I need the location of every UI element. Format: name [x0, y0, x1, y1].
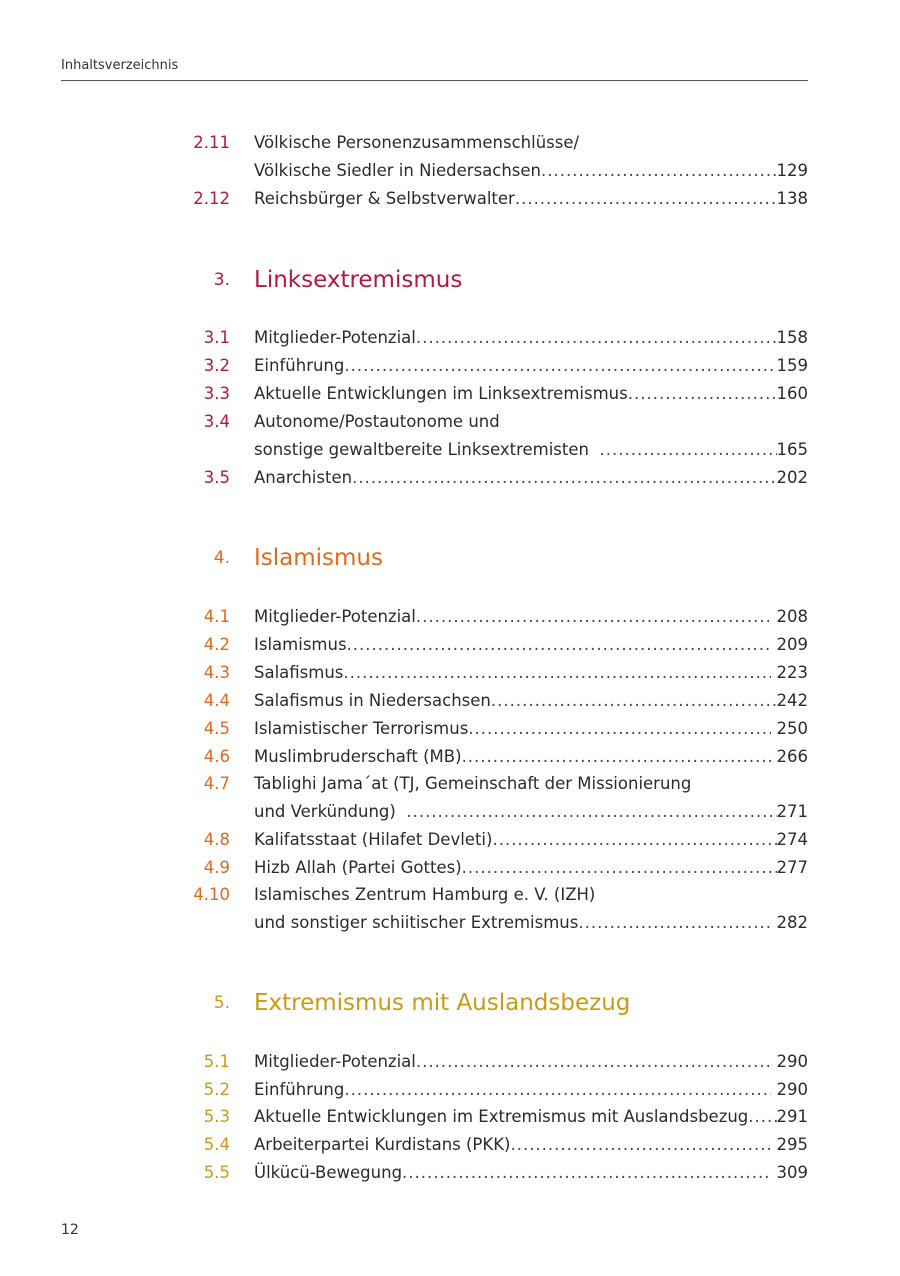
- toc-entry-5-4: [180, 1131, 808, 1159]
- section-title: Islamismus: [254, 545, 383, 571]
- dot-leader: [462, 854, 777, 882]
- toc-entry-number: 5.4: [203, 1135, 230, 1154]
- toc-entry-4-4: [180, 687, 808, 715]
- toc-entry-number: 4.2: [203, 635, 230, 654]
- dot-leader: [468, 715, 771, 743]
- toc-entry-page: 277: [776, 858, 808, 877]
- toc-entry-page: 290: [771, 1080, 808, 1099]
- toc-entry-page: 271: [776, 802, 808, 821]
- toc-entry-page: 208: [771, 607, 808, 626]
- toc-entry-4-9: [180, 854, 808, 882]
- dot-leader: [578, 909, 771, 937]
- toc-entry-page: 129: [776, 161, 808, 180]
- toc-entry-title: Reichsbürger & Selbstverwalter: [254, 189, 515, 208]
- toc-entry-number: 4.10: [193, 885, 230, 904]
- toc-entry-page: 159: [776, 356, 808, 375]
- toc-entry-title: und sonstiger schiitischer Extremismus: [254, 913, 579, 932]
- toc-entry-page: 274: [776, 830, 808, 849]
- toc-entry-4-7: [180, 770, 808, 798]
- toc-entry-title: Arbeiterpartei Kurdistans (PKK): [254, 1135, 511, 1154]
- toc-entry-5-1: [180, 1048, 808, 1076]
- toc-entry-page: 223: [771, 663, 808, 682]
- toc-entry-5-5: [180, 1159, 808, 1187]
- toc-entry-title: Anarchisten: [254, 468, 353, 487]
- dot-leader: [491, 687, 777, 715]
- dot-leader: [748, 1103, 776, 1131]
- toc-entry-3-4: [180, 408, 808, 436]
- toc-entry-2-11: [180, 129, 808, 157]
- toc-entry-number: 5.1: [203, 1052, 230, 1071]
- section-heading-3: [180, 262, 808, 298]
- toc-entry-3-5: [180, 464, 808, 492]
- toc-entry-title: Kalifatsstaat (Hilafet Devleti): [254, 830, 493, 849]
- toc-entry-4-5: [180, 715, 808, 743]
- toc-entry-number: 5.3: [203, 1107, 230, 1126]
- toc-entry-title: Völkische Siedler in Niedersachsen: [254, 161, 542, 180]
- toc-entry-2-11-continued: [180, 157, 808, 185]
- toc-entry-title: Einführung: [254, 1080, 345, 1099]
- toc-entry-title: Mitglieder-Potenzial: [254, 607, 416, 626]
- toc-entry-number: 5.2: [203, 1080, 230, 1099]
- toc-entry-number: 4.1: [203, 607, 230, 626]
- section-number: 5.: [213, 993, 230, 1013]
- dot-leader: [402, 1159, 771, 1187]
- toc-entry-4-10-continued: [180, 909, 808, 937]
- toc-entry-3-3: [180, 380, 808, 408]
- toc-entry-title: Salafismus in Niedersachsen: [254, 691, 491, 710]
- toc-entry-number: 4.6: [203, 747, 230, 766]
- toc-entry-number: 3.4: [203, 412, 230, 431]
- toc-entry-title: Autonome/Postautonome und: [254, 412, 500, 431]
- dot-leader: [416, 324, 777, 352]
- toc-entry-4-2: [180, 631, 808, 659]
- toc-entry-title: Ülkücü-Bewegung: [254, 1163, 403, 1182]
- toc-entry-title: Tablighi Jama´at (TJ, Gemeinschaft der Missionierung: [254, 774, 692, 793]
- toc-entry-title: Mitglieder-Potenzial: [254, 328, 416, 347]
- toc-entry-title: Muslimbruderschaft (MB): [254, 747, 462, 766]
- section-title: Extremismus mit Auslandsbezug: [254, 990, 631, 1016]
- dot-leader: [416, 603, 771, 631]
- toc-entry-4-1: [180, 603, 808, 631]
- toc-entry-4-8: [180, 826, 808, 854]
- dot-leader: [352, 464, 776, 492]
- toc-entry-number: 3.3: [203, 384, 230, 403]
- toc-entry-title: Völkische Personenzusammenschlüsse/: [254, 133, 580, 152]
- toc-entry-number: 2.11: [193, 133, 230, 152]
- toc-entry-number: 3.5: [203, 468, 230, 487]
- toc-entry-title: Islamismus: [254, 635, 347, 654]
- toc-entry-title: Islamisches Zentrum Hamburg e. V. (IZH): [254, 885, 596, 904]
- toc-entry-page: 202: [776, 468, 808, 487]
- toc-entry-page: 282: [771, 913, 808, 932]
- toc-entry-page: 295: [771, 1135, 808, 1154]
- toc-entry-3-1: [180, 324, 808, 352]
- toc-entry-5-3: [180, 1103, 808, 1131]
- toc-entry-number: 4.5: [203, 719, 230, 738]
- toc-entry-number: 5.5: [203, 1163, 230, 1182]
- page-number: 12: [61, 1222, 79, 1238]
- toc-entry-5-2: [180, 1076, 808, 1104]
- toc-entry-number: 4.3: [203, 663, 230, 682]
- toc-entry-number: 4.4: [203, 691, 230, 710]
- dot-leader: [347, 631, 772, 659]
- toc-entry-page: 242: [776, 691, 808, 710]
- toc-entry-page: 158: [776, 328, 808, 347]
- toc-entry-number: 4.7: [203, 774, 230, 793]
- toc-entry-title: Islamistischer Terrorismus: [254, 719, 469, 738]
- header-divider: [61, 80, 808, 81]
- toc-entry-4-7-continued: [180, 798, 808, 826]
- dot-leader: [462, 743, 772, 771]
- section-number: 3.: [213, 270, 230, 290]
- toc-entry-title: Hizb Allah (Partei Gottes): [254, 858, 462, 877]
- dot-leader: [628, 380, 777, 408]
- toc-entry-2-12: [180, 185, 808, 213]
- toc-entry-number: 3.1: [203, 328, 230, 347]
- dot-leader: [510, 1131, 771, 1159]
- toc-entry-page: 250: [771, 719, 808, 738]
- dot-leader: [344, 352, 776, 380]
- toc-entry-title: Salafismus: [254, 663, 344, 682]
- toc-entry-page: 309: [771, 1163, 808, 1182]
- toc-entry-4-3: [180, 659, 808, 687]
- toc-entry-page: 209: [771, 635, 808, 654]
- dot-leader: [599, 436, 776, 464]
- toc-entry-4-6: [180, 743, 808, 771]
- dot-leader: [406, 798, 776, 826]
- section-heading-5: [180, 985, 808, 1021]
- toc-entry-page: 266: [771, 747, 808, 766]
- toc-entry-number: 2.12: [193, 189, 230, 208]
- toc-entry-title: sonstige gewaltbereite Linksextremisten: [254, 440, 600, 459]
- toc-entry-title: Aktuelle Entwicklungen im Linksextremismus: [254, 384, 628, 403]
- toc-entry-number: 4.9: [203, 858, 230, 877]
- section-number: 4.: [213, 548, 230, 568]
- toc-entry-page: 160: [776, 384, 808, 403]
- dot-leader: [541, 157, 776, 185]
- toc-entry-3-2: [180, 352, 808, 380]
- toc-entry-page: 165: [776, 440, 808, 459]
- section-heading-4: [180, 540, 808, 576]
- toc-entry-page: 138: [776, 189, 808, 208]
- toc-entry-title: und Verkündung): [254, 802, 407, 821]
- dot-leader: [515, 185, 777, 213]
- toc-entry-page: 291: [776, 1107, 808, 1126]
- running-header: Inhaltsverzeichnis: [61, 58, 179, 73]
- dot-leader: [343, 659, 771, 687]
- dot-leader: [344, 1076, 771, 1104]
- toc-entry-title: Mitglieder-Potenzial: [254, 1052, 416, 1071]
- section-title: Linksextremismus: [254, 267, 463, 293]
- toc-entry-4-10: [180, 881, 808, 909]
- toc-entry-3-4-continued: [180, 436, 808, 464]
- dot-leader: [492, 826, 776, 854]
- dot-leader: [416, 1048, 771, 1076]
- toc-entry-number: 3.2: [203, 356, 230, 375]
- toc-entry-page: 290: [771, 1052, 808, 1071]
- toc-entry-title: Aktuelle Entwicklungen im Extremismus mit Auslandsbezug: [254, 1107, 749, 1126]
- toc-entry-title: Einführung: [254, 356, 345, 375]
- toc-entry-number: 4.8: [203, 830, 230, 849]
